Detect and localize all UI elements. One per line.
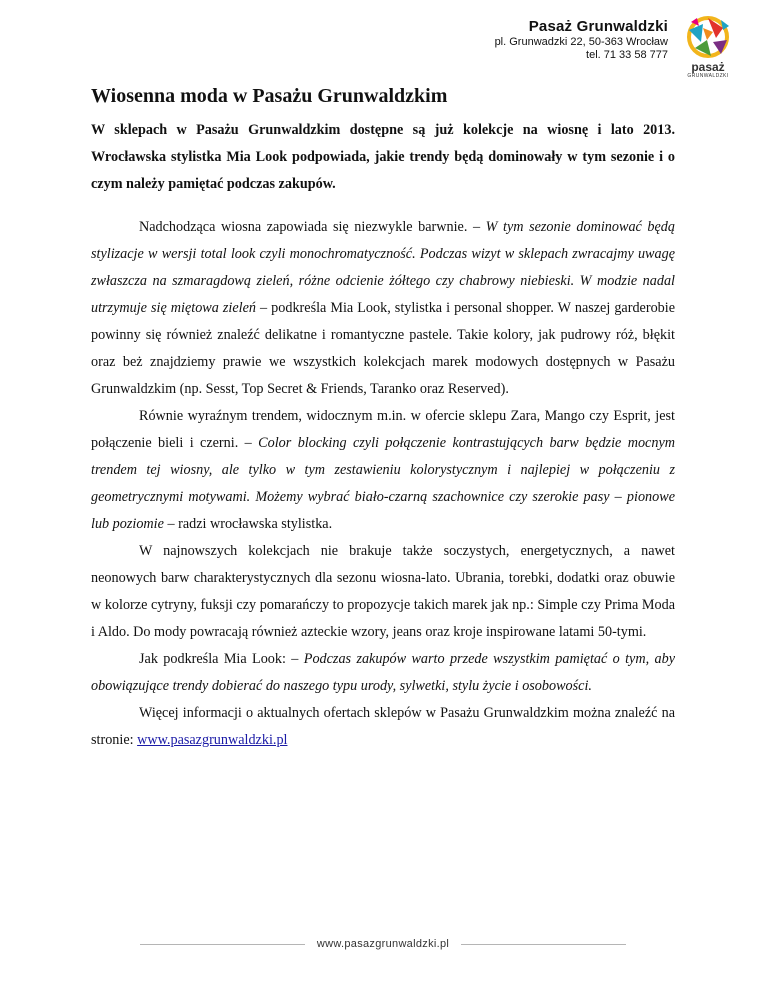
paragraph-1 xyxy=(91,214,675,403)
footer-url: www.pasazgrunwaldzki.pl xyxy=(316,938,450,950)
paragraph-1-quote: W tym sezonie dominować będą stylizacje w wersji total look czyli monochromatyczność. Podczas wizyt w sklepach zwracajmy uwagę zwłaszcza na szmaragdową zieleń, różne odcienie żółtego czy chabrowy niebieski. W modzie nadal utrzymuje się miętowa zieleń xyxy=(91,219,675,316)
letterhead-text xyxy=(495,14,668,62)
footer xyxy=(140,938,626,950)
logo-word: pasaż xyxy=(691,60,725,74)
company-address: pl. Grunwadzki 22, 50-363 Wrocław xyxy=(494,36,668,48)
letterhead xyxy=(495,14,738,79)
footer-rule-right xyxy=(461,944,626,945)
company-phone: tel. 71 33 58 777 xyxy=(586,49,668,61)
logo-subtitle: GRUNWALDZKI xyxy=(687,73,729,79)
article-body xyxy=(91,214,675,754)
paragraph-2 xyxy=(91,403,675,538)
website-link[interactable]: www.pasazgrunwaldzki.pl xyxy=(137,732,288,748)
paragraph-5 xyxy=(91,700,675,754)
paragraph-4 xyxy=(91,646,675,700)
paragraph-1-intro: Nadchodząca wiosna zapowiada się niezwykle barwnie. – xyxy=(139,219,486,235)
footer-rule-left xyxy=(140,944,305,945)
paragraph-2-quote: Color blocking czyli połączenie kontrastujących barw będzie mocnym trendem tej wiosny, ale tylko w tym zestawieniu kolorystycznym i najlepiej w połączeniu z geometrycznymi motywami. Możemy wybrać biało-czarną szachownice czy szerokie pasy – pionowe lub poziomie xyxy=(91,435,675,532)
paragraph-2-rest: – radzi wrocławska stylistka. xyxy=(163,516,333,532)
article-title: Wiosenna moda w Pasażu Grunwaldzkim xyxy=(91,85,448,107)
company-name: Pasaż Grunwaldzki xyxy=(528,18,668,35)
paragraph-3: W najnowszych kolekcjach nie brakuje także soczystych, energetycznych, a nawet neonowych barw charakterystycznych dla sezonu wiosna-lato. Ubrania, torebki, dodatki oraz obuwie w kolorze cytryny, fuksji czy pomarańczy to propozycje takich marek jak np.: Simple czy Prima Moda i Aldo. Do mody powracają również azteckie wzory, jeans oraz kroje inspirowane latami 50-tymi. xyxy=(91,543,675,640)
paragraph-1-rest: – podkreśla Mia Look, stylistka i personal shopper. W naszej garderobie powinny się również znaleźć delikatne i romantyczne pastele. Takie kolory, jak pudrowy róż, błękit oraz beż znajdziemy prawie we wszystkich kolekcjach marek modowych dostępnych w Pasażu Grunwaldzkim (np. Sesst, Top Secret & Friends, Taranko oraz Reserved). xyxy=(91,300,675,397)
pasaz-logo xyxy=(678,14,738,79)
paragraph-2-intro: Równie wyraźnym trendem, widocznym m.in. w ofercie sklepu Zara, Mango czy Esprit, jest połączenie bieli i czerni. – xyxy=(91,408,675,451)
paragraph-4-intro: Jak podkreśla Mia Look: – xyxy=(139,651,304,667)
article xyxy=(91,84,675,754)
logo-mark-icon xyxy=(683,14,733,60)
article-lead: W sklepach w Pasażu Grunwaldzkim dostępne są już kolekcje na wiosnę i lato 2013. Wrocławska stylistka Mia Look podpowiada, jakie trendy będą dominowały w tym sezonie i o czym należy pamiętać podczas zakupów. xyxy=(91,122,675,192)
paragraph-4-quote: Podczas zakupów warto przede wszystkim pamiętać o tym, aby obowiązujące trendy dobierać do naszego typu urody, sylwetki, stylu życie i osobowości. xyxy=(91,651,676,694)
paragraph-5-text: Więcej informacji o aktualnych ofertach sklepów w Pasażu Grunwaldzkim można znaleźć na stronie: xyxy=(91,705,675,748)
